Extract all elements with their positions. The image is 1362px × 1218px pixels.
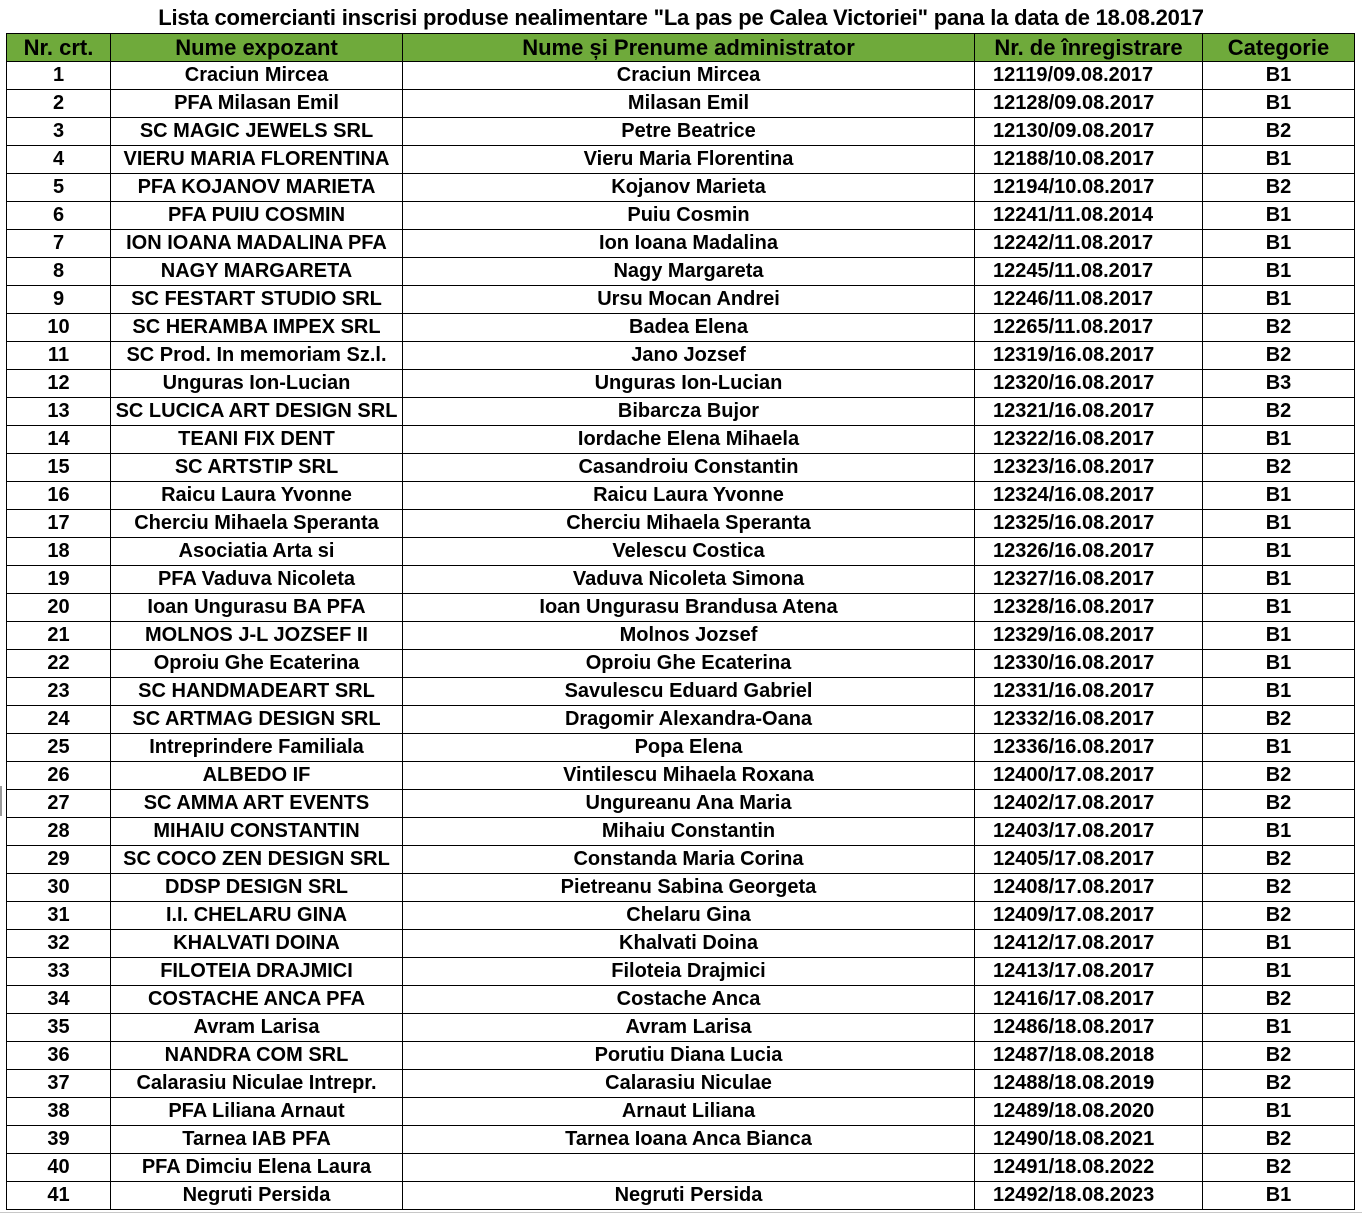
table-row	[7, 482, 1355, 510]
cell-nr[interactable]: 27	[7, 790, 111, 818]
table-row	[7, 454, 1355, 482]
table-row	[7, 426, 1355, 454]
cell-administrator[interactable]: Raicu Laura Yvonne	[403, 482, 975, 510]
table-row	[7, 1154, 1355, 1182]
table-row	[7, 1098, 1355, 1126]
table-row	[7, 398, 1355, 426]
cell-administrator[interactable]: Milasan Emil	[403, 90, 975, 118]
cell-nr[interactable]: 25	[7, 734, 111, 762]
cell-categorie[interactable]: B1	[1203, 482, 1355, 510]
cell-expozant[interactable]: SC Prod. In memoriam Sz.l.	[111, 342, 403, 370]
cell-expozant[interactable]: Negruti Persida	[111, 1182, 403, 1210]
cell-expozant[interactable]: SC LUCICA ART DESIGN SRL	[111, 398, 403, 426]
cell-expozant[interactable]: PFA Dimciu Elena Laura	[111, 1154, 403, 1182]
cell-nr[interactable]: 37	[7, 1070, 111, 1098]
cell-administrator[interactable]: Puiu Cosmin	[403, 202, 975, 230]
table-row	[7, 62, 1355, 90]
cell-categorie[interactable]: B1	[1203, 258, 1355, 286]
cell-nr[interactable]: 34	[7, 986, 111, 1014]
cell-nr[interactable]: 11	[7, 342, 111, 370]
cell-administrator[interactable]: Filoteia Drajmici	[403, 958, 975, 986]
cell-administrator[interactable]: Ursu Mocan Andrei	[403, 286, 975, 314]
cell-categorie[interactable]: B1	[1203, 1098, 1355, 1126]
cell-categorie[interactable]: B1	[1203, 622, 1355, 650]
cell-inregistrare[interactable]: 12119/09.08.2017	[975, 62, 1203, 90]
cell-expozant[interactable]: PFA KOJANOV MARIETA	[111, 174, 403, 202]
cell-inregistrare[interactable]: 12490/18.08.2021	[975, 1126, 1203, 1154]
column-header-nr[interactable]: Nr. crt.	[7, 34, 111, 62]
column-header-categorie[interactable]: Categorie	[1203, 34, 1355, 62]
cell-categorie[interactable]: B2	[1203, 1126, 1355, 1154]
cell-inregistrare[interactable]: 12489/18.08.2020	[975, 1098, 1203, 1126]
cell-nr[interactable]: 24	[7, 706, 111, 734]
cell-administrator[interactable]: Ioan Ungurasu Brandusa Atena	[403, 594, 975, 622]
cell-nr[interactable]: 4	[7, 146, 111, 174]
cell-categorie[interactable]: B1	[1203, 62, 1355, 90]
page-title: Lista comercianti inscrisi produse nealimentare "La pas pe Calea Victoriei" pana la data de 18.08.2017	[158, 5, 1204, 30]
table-row	[7, 1070, 1355, 1098]
cell-categorie[interactable]: B1	[1203, 90, 1355, 118]
cell-administrator[interactable]: Jano Jozsef	[403, 342, 975, 370]
cell-nr[interactable]: 18	[7, 538, 111, 566]
cell-administrator[interactable]: Vintilescu Mihaela Roxana	[403, 762, 975, 790]
cell-inregistrare[interactable]: 12487/18.08.2018	[975, 1042, 1203, 1070]
cell-administrator[interactable]: Popa Elena	[403, 734, 975, 762]
cell-categorie[interactable]: B1	[1203, 650, 1355, 678]
cell-nr[interactable]: 26	[7, 762, 111, 790]
cell-expozant[interactable]: Unguras Ion-Lucian	[111, 370, 403, 398]
cell-inregistrare[interactable]: 12492/18.08.2023	[975, 1182, 1203, 1210]
cell-expozant[interactable]: Cherciu Mihaela Speranta	[111, 510, 403, 538]
cell-administrator[interactable]: Vaduva Nicoleta Simona	[403, 566, 975, 594]
cell-expozant[interactable]: SC AMMA ART EVENTS	[111, 790, 403, 818]
cell-administrator[interactable]: Velescu Costica	[403, 538, 975, 566]
cell-inregistrare[interactable]: 12486/18.08.2017	[975, 1014, 1203, 1042]
cell-categorie[interactable]: B2	[1203, 846, 1355, 874]
table-row	[7, 874, 1355, 902]
table-row	[7, 510, 1355, 538]
table-row	[7, 1182, 1355, 1210]
cell-categorie[interactable]: B1	[1203, 230, 1355, 258]
cell-administrator[interactable]: Petre Beatrice	[403, 118, 975, 146]
cell-nr[interactable]: 39	[7, 1126, 111, 1154]
cell-expozant[interactable]: Ioan Ungurasu BA PFA	[111, 594, 403, 622]
cell-administrator[interactable]: Khalvati Doina	[403, 930, 975, 958]
cell-inregistrare[interactable]: 12321/16.08.2017	[975, 398, 1203, 426]
cell-administrator[interactable]: Dragomir Alexandra-Oana	[403, 706, 975, 734]
cell-inregistrare[interactable]: 12400/17.08.2017	[975, 762, 1203, 790]
cell-expozant[interactable]: NAGY MARGARETA	[111, 258, 403, 286]
table-row	[7, 706, 1355, 734]
table-row	[7, 650, 1355, 678]
cell-categorie[interactable]: B2	[1203, 874, 1355, 902]
table-body	[7, 62, 1355, 1210]
cell-nr[interactable]: 20	[7, 594, 111, 622]
cell-nr[interactable]: 33	[7, 958, 111, 986]
cell-expozant[interactable]: VIERU MARIA FLORENTINA	[111, 146, 403, 174]
table-row	[7, 678, 1355, 706]
cell-administrator[interactable]: Craciun Mircea	[403, 62, 975, 90]
cell-expozant[interactable]: SC COCO ZEN DESIGN SRL	[111, 846, 403, 874]
cell-expozant[interactable]: PFA Liliana Arnaut	[111, 1098, 403, 1126]
cell-nr[interactable]: 29	[7, 846, 111, 874]
cell-nr[interactable]: 6	[7, 202, 111, 230]
cell-expozant[interactable]: Raicu Laura Yvonne	[111, 482, 403, 510]
cell-administrator[interactable]: Porutiu Diana Lucia	[403, 1042, 975, 1070]
cell-categorie[interactable]: B1	[1203, 202, 1355, 230]
column-header-inregistrare[interactable]: Nr. de înregistrare	[975, 34, 1203, 62]
cell-expozant[interactable]: SC HANDMADEART SRL	[111, 678, 403, 706]
cell-inregistrare[interactable]: 12194/10.08.2017	[975, 174, 1203, 202]
cell-inregistrare[interactable]: 12322/16.08.2017	[975, 426, 1203, 454]
cell-expozant[interactable]: Craciun Mircea	[111, 62, 403, 90]
cell-nr[interactable]: 40	[7, 1154, 111, 1182]
table-row	[7, 566, 1355, 594]
cell-inregistrare[interactable]: 12326/16.08.2017	[975, 538, 1203, 566]
cell-nr[interactable]: 22	[7, 650, 111, 678]
cell-expozant[interactable]: Avram Larisa	[111, 1014, 403, 1042]
cell-inregistrare[interactable]: 12128/09.08.2017	[975, 90, 1203, 118]
cell-nr[interactable]: 38	[7, 1098, 111, 1126]
cell-administrator[interactable]: Avram Larisa	[403, 1014, 975, 1042]
cell-categorie[interactable]: B1	[1203, 286, 1355, 314]
cell-nr[interactable]: 1	[7, 62, 111, 90]
table-row	[7, 1014, 1355, 1042]
cell-expozant[interactable]: PFA Vaduva Nicoleta	[111, 566, 403, 594]
cell-expozant[interactable]: DDSP DESIGN SRL	[111, 874, 403, 902]
table-row	[7, 818, 1355, 846]
cell-administrator[interactable]: Mihaiu Constantin	[403, 818, 975, 846]
exhibitors-table	[6, 33, 1355, 1210]
table-row	[7, 594, 1355, 622]
cell-expozant[interactable]: ALBEDO IF	[111, 762, 403, 790]
cell-nr[interactable]: 41	[7, 1182, 111, 1210]
cell-inregistrare[interactable]: 12328/16.08.2017	[975, 594, 1203, 622]
cell-categorie[interactable]: B1	[1203, 146, 1355, 174]
cell-nr[interactable]: 10	[7, 314, 111, 342]
cell-categorie[interactable]: B2	[1203, 986, 1355, 1014]
cell-categorie[interactable]: B2	[1203, 1154, 1355, 1182]
cell-inregistrare[interactable]: 12320/16.08.2017	[975, 370, 1203, 398]
cell-expozant[interactable]: SC ARTMAG DESIGN SRL	[111, 706, 403, 734]
table-row	[7, 762, 1355, 790]
table-row	[7, 1042, 1355, 1070]
table-row	[7, 622, 1355, 650]
cell-nr[interactable]: 12	[7, 370, 111, 398]
cell-administrator[interactable]: Pietreanu Sabina Georgeta	[403, 874, 975, 902]
cell-inregistrare[interactable]: 12323/16.08.2017	[975, 454, 1203, 482]
cell-inregistrare[interactable]: 12188/10.08.2017	[975, 146, 1203, 174]
cell-categorie[interactable]: B2	[1203, 706, 1355, 734]
cell-categorie[interactable]: B1	[1203, 1182, 1355, 1210]
cell-expozant[interactable]: SC HERAMBA IMPEX SRL	[111, 314, 403, 342]
cell-administrator[interactable]: Oproiu Ghe Ecaterina	[403, 650, 975, 678]
cell-inregistrare[interactable]: 12405/17.08.2017	[975, 846, 1203, 874]
cell-inregistrare[interactable]: 12130/09.08.2017	[975, 118, 1203, 146]
column-header-administrator[interactable]: Nume și Prenume administrator	[403, 34, 975, 62]
cell-administrator[interactable]: Nagy Margareta	[403, 258, 975, 286]
cell-categorie[interactable]: B2	[1203, 314, 1355, 342]
cell-nr[interactable]: 19	[7, 566, 111, 594]
cell-inregistrare[interactable]: 12330/16.08.2017	[975, 650, 1203, 678]
cell-nr[interactable]: 32	[7, 930, 111, 958]
table-row	[7, 90, 1355, 118]
cell-inregistrare[interactable]: 12332/16.08.2017	[975, 706, 1203, 734]
cell-administrator[interactable]: Chelaru Gina	[403, 902, 975, 930]
cell-nr[interactable]: 30	[7, 874, 111, 902]
cell-categorie[interactable]: B1	[1203, 594, 1355, 622]
table-row	[7, 846, 1355, 874]
cell-administrator[interactable]: Vieru Maria Florentina	[403, 146, 975, 174]
cell-categorie[interactable]: B1	[1203, 678, 1355, 706]
cell-administrator[interactable]: Cherciu Mihaela Speranta	[403, 510, 975, 538]
cell-administrator[interactable]: Savulescu Eduard Gabriel	[403, 678, 975, 706]
cell-administrator[interactable]: Costache Anca	[403, 986, 975, 1014]
cell-categorie[interactable]: B1	[1203, 958, 1355, 986]
cell-categorie[interactable]: B2	[1203, 902, 1355, 930]
cell-categorie[interactable]: B1	[1203, 538, 1355, 566]
table-row	[7, 202, 1355, 230]
cell-nr[interactable]: 14	[7, 426, 111, 454]
cell-administrator[interactable]: Badea Elena	[403, 314, 975, 342]
table-row	[7, 902, 1355, 930]
cell-categorie[interactable]: B2	[1203, 454, 1355, 482]
cell-expozant[interactable]: Oproiu Ghe Ecaterina	[111, 650, 403, 678]
cell-inregistrare[interactable]: 12325/16.08.2017	[975, 510, 1203, 538]
cell-nr[interactable]: 8	[7, 258, 111, 286]
cell-inregistrare[interactable]: 12336/16.08.2017	[975, 734, 1203, 762]
cell-nr[interactable]: 9	[7, 286, 111, 314]
cell-administrator[interactable]: Casandroiu Constantin	[403, 454, 975, 482]
cell-categorie[interactable]: B1	[1203, 510, 1355, 538]
cell-inregistrare[interactable]: 12412/17.08.2017	[975, 930, 1203, 958]
cell-administrator[interactable]	[403, 1154, 975, 1182]
cell-expozant[interactable]: MIHAIU CONSTANTIN	[111, 818, 403, 846]
cell-expozant[interactable]: SC FESTART STUDIO SRL	[111, 286, 403, 314]
cell-nr[interactable]: 13	[7, 398, 111, 426]
table-row	[7, 1126, 1355, 1154]
cell-expozant[interactable]: TEANI FIX DENT	[111, 426, 403, 454]
cell-expozant[interactable]: KHALVATI DOINA	[111, 930, 403, 958]
cell-expozant[interactable]: COSTACHE ANCA PFA	[111, 986, 403, 1014]
table-row	[7, 930, 1355, 958]
cell-expozant[interactable]: PFA PUIU COSMIN	[111, 202, 403, 230]
cell-inregistrare[interactable]: 12409/17.08.2017	[975, 902, 1203, 930]
cell-expozant[interactable]: Calarasiu Niculae Intrepr.	[111, 1070, 403, 1098]
cell-categorie[interactable]: B2	[1203, 1042, 1355, 1070]
cell-inregistrare[interactable]: 12242/11.08.2017	[975, 230, 1203, 258]
cell-categorie[interactable]: B2	[1203, 118, 1355, 146]
cell-inregistrare[interactable]: 12327/16.08.2017	[975, 566, 1203, 594]
table-row	[7, 342, 1355, 370]
cell-expozant[interactable]: Intreprindere Familiala	[111, 734, 403, 762]
cell-inregistrare[interactable]: 12265/11.08.2017	[975, 314, 1203, 342]
table-row	[7, 790, 1355, 818]
table-row	[7, 174, 1355, 202]
table-row	[7, 314, 1355, 342]
cell-categorie[interactable]: B2	[1203, 1070, 1355, 1098]
cell-inregistrare[interactable]: 12416/17.08.2017	[975, 986, 1203, 1014]
cell-expozant[interactable]: MOLNOS J-L JOZSEF II	[111, 622, 403, 650]
cell-administrator[interactable]: Bibarcza Bujor	[403, 398, 975, 426]
column-header-expozant[interactable]: Nume expozant	[111, 34, 403, 62]
cell-inregistrare[interactable]: 12319/16.08.2017	[975, 342, 1203, 370]
cell-inregistrare[interactable]: 12408/17.08.2017	[975, 874, 1203, 902]
cell-expozant[interactable]: SC ARTSTIP SRL	[111, 454, 403, 482]
cell-nr[interactable]: 31	[7, 902, 111, 930]
cell-inregistrare[interactable]: 12488/18.08.2019	[975, 1070, 1203, 1098]
cell-categorie[interactable]: B1	[1203, 426, 1355, 454]
cell-inregistrare[interactable]: 12402/17.08.2017	[975, 790, 1203, 818]
cell-administrator[interactable]: Arnaut Liliana	[403, 1098, 975, 1126]
cell-expozant[interactable]: NANDRA COM SRL	[111, 1042, 403, 1070]
divider	[0, 1212, 1362, 1213]
table-row	[7, 286, 1355, 314]
cell-inregistrare[interactable]: 12331/16.08.2017	[975, 678, 1203, 706]
cell-categorie[interactable]: B2	[1203, 790, 1355, 818]
cell-expozant[interactable]: PFA Milasan Emil	[111, 90, 403, 118]
cell-expozant[interactable]: ION IOANA MADALINA PFA	[111, 230, 403, 258]
cell-inregistrare[interactable]: 12403/17.08.2017	[975, 818, 1203, 846]
cell-categorie[interactable]: B3	[1203, 370, 1355, 398]
table-row	[7, 538, 1355, 566]
cell-inregistrare[interactable]: 12491/18.08.2022	[975, 1154, 1203, 1182]
cell-expozant[interactable]: I.I. CHELARU GINA	[111, 902, 403, 930]
cell-categorie[interactable]: B1	[1203, 1014, 1355, 1042]
table-row	[7, 258, 1355, 286]
cell-nr[interactable]: 5	[7, 174, 111, 202]
cell-expozant[interactable]: FILOTEIA DRAJMICI	[111, 958, 403, 986]
cell-categorie[interactable]: B1	[1203, 566, 1355, 594]
cell-nr[interactable]: 3	[7, 118, 111, 146]
cell-inregistrare[interactable]: 12324/16.08.2017	[975, 482, 1203, 510]
cell-categorie[interactable]: B2	[1203, 342, 1355, 370]
cell-nr[interactable]: 16	[7, 482, 111, 510]
cell-inregistrare[interactable]: 12241/11.08.2014	[975, 202, 1203, 230]
cell-administrator[interactable]: Constanda Maria Corina	[403, 846, 975, 874]
cell-nr[interactable]: 28	[7, 818, 111, 846]
cell-categorie[interactable]: B2	[1203, 762, 1355, 790]
cell-expozant[interactable]: SC MAGIC JEWELS SRL	[111, 118, 403, 146]
cell-nr[interactable]: 23	[7, 678, 111, 706]
cell-administrator[interactable]: Negruti Persida	[403, 1182, 975, 1210]
table-row	[7, 986, 1355, 1014]
cell-administrator[interactable]: Tarnea Ioana Anca Bianca	[403, 1126, 975, 1154]
table-row	[7, 146, 1355, 174]
cell-inregistrare[interactable]: 12413/17.08.2017	[975, 958, 1203, 986]
cell-inregistrare[interactable]: 12245/11.08.2017	[975, 258, 1203, 286]
cell-categorie[interactable]: B1	[1203, 930, 1355, 958]
cell-nr[interactable]: 7	[7, 230, 111, 258]
table-row	[7, 958, 1355, 986]
resize-handle[interactable]	[0, 786, 2, 816]
cell-administrator[interactable]: Molnos Jozsef	[403, 622, 975, 650]
cell-administrator[interactable]: Calarasiu Niculae	[403, 1070, 975, 1098]
cell-nr[interactable]: 17	[7, 510, 111, 538]
table-header-row	[7, 34, 1355, 62]
cell-administrator[interactable]: Unguras Ion-Lucian	[403, 370, 975, 398]
cell-inregistrare[interactable]: 12246/11.08.2017	[975, 286, 1203, 314]
cell-categorie[interactable]: B1	[1203, 818, 1355, 846]
cell-administrator[interactable]: Ungureanu Ana Maria	[403, 790, 975, 818]
cell-expozant[interactable]: Tarnea IAB PFA	[111, 1126, 403, 1154]
cell-categorie[interactable]: B2	[1203, 398, 1355, 426]
cell-nr[interactable]: 21	[7, 622, 111, 650]
cell-administrator[interactable]: Iordache Elena Mihaela	[403, 426, 975, 454]
cell-categorie[interactable]: B2	[1203, 174, 1355, 202]
cell-nr[interactable]: 15	[7, 454, 111, 482]
cell-nr[interactable]: 36	[7, 1042, 111, 1070]
cell-inregistrare[interactable]: 12329/16.08.2017	[975, 622, 1203, 650]
cell-administrator[interactable]: Ion Ioana Madalina	[403, 230, 975, 258]
cell-nr[interactable]: 35	[7, 1014, 111, 1042]
table-row	[7, 370, 1355, 398]
cell-administrator[interactable]: Kojanov Marieta	[403, 174, 975, 202]
table-row	[7, 734, 1355, 762]
table-row	[7, 230, 1355, 258]
table-row	[7, 118, 1355, 146]
cell-expozant[interactable]: Asociatia Arta si	[111, 538, 403, 566]
cell-categorie[interactable]: B1	[1203, 734, 1355, 762]
cell-nr[interactable]: 2	[7, 90, 111, 118]
